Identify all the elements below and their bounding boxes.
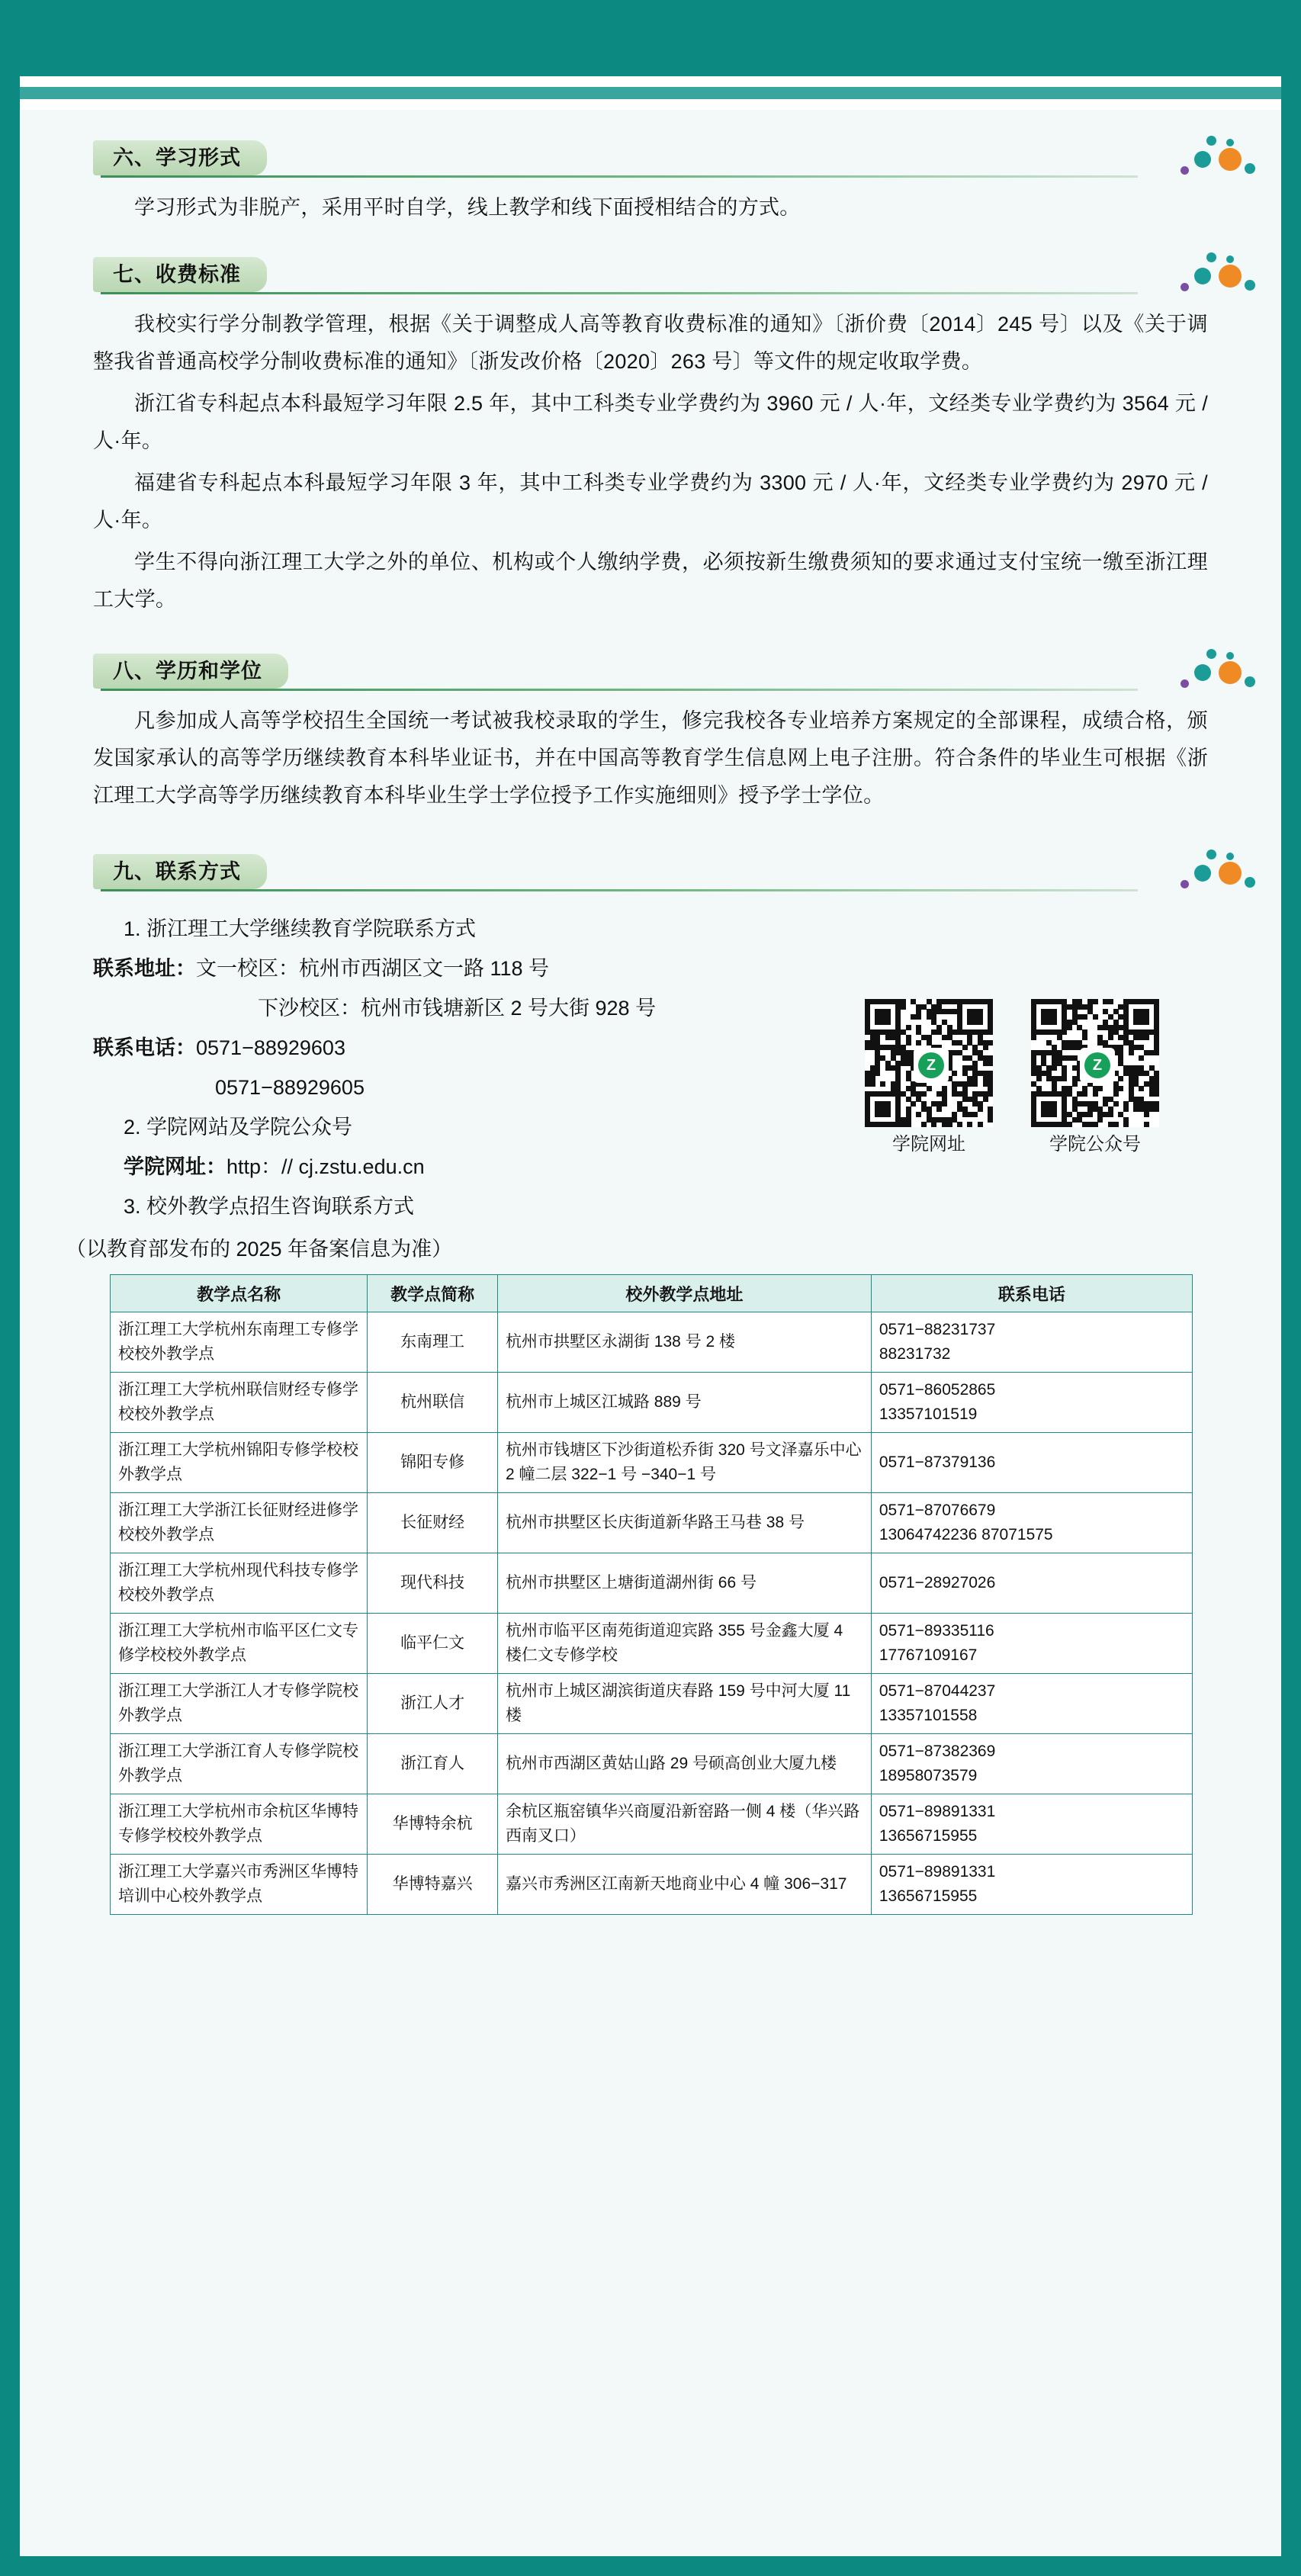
- table-row: [111, 1373, 1193, 1433]
- cell-point-address: 嘉兴市秀洲区江南新天地商业中心 4 幢 306−317: [497, 1855, 871, 1915]
- cell-point-name: 浙江理工大学杭州东南理工专修学校校外教学点: [111, 1312, 368, 1373]
- table-header-address: 校外教学点地址: [497, 1275, 871, 1312]
- table-body: [111, 1312, 1193, 1915]
- decorative-dots: [1181, 649, 1272, 695]
- qr-item-website: [865, 999, 993, 1162]
- cell-point-phone: 0571−88231737 88231732: [871, 1312, 1192, 1373]
- cell-point-name: 浙江理工大学浙江长征财经进修学校校外教学点: [111, 1493, 368, 1553]
- cell-point-phone: 0571−89891331 13656715955: [871, 1794, 1192, 1855]
- table-header-name: 教学点名称: [111, 1275, 368, 1312]
- cell-point-short: 杭州联信: [368, 1373, 498, 1433]
- table-row: [111, 1674, 1193, 1734]
- cell-point-name: 浙江理工大学杭州市临平区仁文专修学校校外教学点: [111, 1614, 368, 1674]
- section-7-paragraph-4: 学生不得向浙江理工大学之外的单位、机构或个人缴纳学费，必须按新生缴费须知的要求通过支付宝统一缴至浙江理工大学。: [93, 551, 1208, 611]
- qr-caption-website: 学院网址: [892, 1134, 965, 1155]
- decorative-dots: [1181, 850, 1272, 895]
- qr-code-website[interactable]: [865, 999, 993, 1127]
- table-note: （以教育部发布的 2025 年备案信息为准）: [66, 1238, 453, 1261]
- cell-point-address: 杭州市临平区南苑街道迎宾路 355 号金鑫大厦 4 楼仁文专修学校: [497, 1614, 871, 1674]
- cell-point-address: 杭州市西湖区黄姑山路 29 号硕高创业大厦九楼: [497, 1734, 871, 1794]
- contact-item-3: 3. 校外教学点招生咨询联系方式: [124, 1195, 415, 1218]
- table-row: [111, 1433, 1193, 1493]
- table-header-short: 教学点简称: [368, 1275, 498, 1312]
- cell-point-short: 华博特余杭: [368, 1794, 498, 1855]
- phone-value-1: 0571−88929603: [196, 1036, 345, 1059]
- frame-white-gap: [20, 76, 1281, 87]
- cell-point-name: 浙江理工大学杭州联信财经专修学校校外教学点: [111, 1373, 368, 1433]
- heading-rule: [101, 689, 1138, 691]
- frame-bottom-border: [0, 2556, 1301, 2576]
- contact-block: [93, 909, 1208, 1226]
- table-row: [111, 1493, 1193, 1553]
- cell-point-address: 杭州市拱墅区长庆街道新华路王马巷 38 号: [497, 1493, 871, 1553]
- cell-point-short: 现代科技: [368, 1553, 498, 1614]
- section-heading-6: [93, 140, 1281, 185]
- website-label: 学院网址：: [124, 1155, 226, 1178]
- cell-point-phone: 0571−86052865 13357101519: [871, 1373, 1192, 1433]
- heading-rule: [101, 889, 1138, 891]
- cell-point-phone: 0571−87382369 18958073579: [871, 1734, 1192, 1794]
- table-row: [111, 1553, 1193, 1614]
- section-7-paragraph-2: 浙江省专科起点本科最短学习年限 2.5 年，其中工科类专业学费约为 3960 元 / 人·年，文经类专业学费约为 3564 元 / 人·年。: [93, 392, 1208, 452]
- section-heading-8: [93, 654, 1281, 698]
- table-row: [111, 1734, 1193, 1794]
- frame-second-band: [20, 87, 1281, 99]
- heading-rule: [101, 175, 1138, 178]
- cell-point-name: 浙江理工大学杭州锦阳专修学校校外教学点: [111, 1433, 368, 1493]
- table-row: [111, 1312, 1193, 1373]
- frame-white-gap-2: [20, 99, 1281, 110]
- cell-point-short: 华博特嘉兴: [368, 1855, 498, 1915]
- qr-code-group: [865, 999, 1185, 1162]
- cell-point-phone: 0571−28927026: [871, 1553, 1192, 1614]
- cell-point-address: 杭州市钱塘区下沙街道松乔街 320 号文泽嘉乐中心 2 幢二层 322−1 号 −340−1 号: [497, 1433, 871, 1493]
- section-heading-7: [93, 257, 1281, 301]
- qr-item-wechat: [1031, 999, 1159, 1162]
- contact-address-line-1: [93, 949, 1208, 988]
- cell-point-address: 杭州市上城区江城路 889 号: [497, 1373, 871, 1433]
- contact-address-line-2: 下沙校区：杭州市钱塘新区 2 号大街 928 号: [258, 997, 657, 1020]
- qr-logo-icon: Z: [1080, 1048, 1115, 1083]
- cell-point-short: 浙江育人: [368, 1734, 498, 1794]
- address-label: 联系地址：: [93, 957, 196, 980]
- decorative-dots: [1181, 252, 1272, 298]
- cell-point-short: 临平仁文: [368, 1614, 498, 1674]
- section-7-paragraph-1: 我校实行学分制教学管理，根据《关于调整成人高等教育收费标准的通知》〔浙价费〔2014〕245 号〕以及《关于调整我省普通高校学分制收费标准的通知》〔浙发改价格〔2020〕263 号〕等文件的规定收取学费。: [93, 313, 1208, 373]
- table-row: [111, 1614, 1193, 1674]
- cell-point-name: 浙江理工大学浙江育人专修学院校外教学点: [111, 1734, 368, 1794]
- decorative-dots: [1181, 136, 1272, 181]
- cell-point-short: 浙江人才: [368, 1674, 498, 1734]
- cell-point-address: 杭州市拱墅区上塘街道湖州街 66 号: [497, 1553, 871, 1614]
- cell-point-short: 锦阳专修: [368, 1433, 498, 1493]
- cell-point-short: 长征财经: [368, 1493, 498, 1553]
- cell-point-phone: 0571−87076679 13064742236 87071575: [871, 1493, 1192, 1553]
- table-header-phone: 联系电话: [871, 1275, 1192, 1312]
- heading-rule: [101, 292, 1138, 294]
- cell-point-name: 浙江理工大学浙江人才专修学院校外教学点: [111, 1674, 368, 1734]
- table-header-row: [111, 1275, 1193, 1312]
- phone-label: 联系电话：: [93, 1036, 196, 1059]
- section-8-title: 八、学历和学位: [93, 654, 288, 689]
- cell-point-phone: 0571−87044237 13357101558: [871, 1674, 1192, 1734]
- table-row: [111, 1794, 1193, 1855]
- website-value[interactable]: http：// cj.zstu.edu.cn: [226, 1155, 425, 1178]
- section-heading-9: [93, 854, 1281, 898]
- cell-point-phone: 0571−89335116 17767109167: [871, 1614, 1192, 1674]
- section-6-paragraph-1: 学习形式为非脱产，采用平时自学，线上教学和线下面授相结合的方式。: [134, 196, 801, 219]
- table-row: [111, 1855, 1193, 1915]
- cell-point-name: 浙江理工大学杭州市余杭区华博特专修学校校外教学点: [111, 1794, 368, 1855]
- cell-point-address: 余杭区瓶窑镇华兴商厦沿新窑路一侧 4 楼（华兴路西南叉口）: [497, 1794, 871, 1855]
- document-content: [20, 110, 1281, 2556]
- frame-right-border: [1281, 0, 1301, 2576]
- cell-point-short: 东南理工: [368, 1312, 498, 1373]
- cell-point-address: 杭州市上城区湖滨街道庆春路 159 号中河大厦 11 楼: [497, 1674, 871, 1734]
- address-campus-1: 文一校区：杭州市西湖区文一路 118 号: [196, 957, 550, 980]
- cell-point-name: 浙江理工大学杭州现代科技专修学校校外教学点: [111, 1553, 368, 1614]
- cell-point-phone: 0571−87379136: [871, 1433, 1192, 1493]
- cell-point-name: 浙江理工大学嘉兴市秀洲区华博特培训中心校外教学点: [111, 1855, 368, 1915]
- section-6-title: 六、学习形式: [93, 140, 267, 175]
- cell-point-address: 杭州市拱墅区永湖街 138 号 2 楼: [497, 1312, 871, 1373]
- section-7-paragraph-3: 福建省专科起点本科最短学习年限 3 年，其中工科类专业学费约为 3300 元 / 人·年，文经类专业学费约为 2970 元 / 人·年。: [93, 471, 1208, 532]
- contact-item-1: 1. 浙江理工大学继续教育学院联系方式: [124, 917, 477, 940]
- teaching-points-table: [110, 1274, 1193, 1915]
- frame-left-border: [0, 0, 20, 2576]
- contact-phone-line-2: 0571−88929605: [215, 1076, 365, 1099]
- cell-point-phone: 0571−89891331 13656715955: [871, 1855, 1192, 1915]
- frame-top-band: [0, 0, 1301, 76]
- qr-logo-icon: Z: [914, 1048, 949, 1083]
- section-9-title: 九、联系方式: [93, 854, 267, 889]
- qr-code-wechat[interactable]: [1031, 999, 1159, 1127]
- contact-item-2: 2. 学院网站及学院公众号: [124, 1116, 353, 1139]
- section-8-paragraph-1: 凡参加成人高等学校招生全国统一考试被我校录取的学生，修完我校各专业培养方案规定的全部课程，成绩合格，颁发国家承认的高等学历继续教育本科毕业证书，并在中国高等教育学生信息网上电子注册。符合条件的毕业生可根据《浙江理工大学高等学历继续教育本科毕业生学士学位授予工作实施细则》授予学士学位。: [93, 709, 1208, 807]
- section-7-title: 七、收费标准: [93, 257, 267, 292]
- qr-caption-wechat: 学院公众号: [1049, 1134, 1141, 1155]
